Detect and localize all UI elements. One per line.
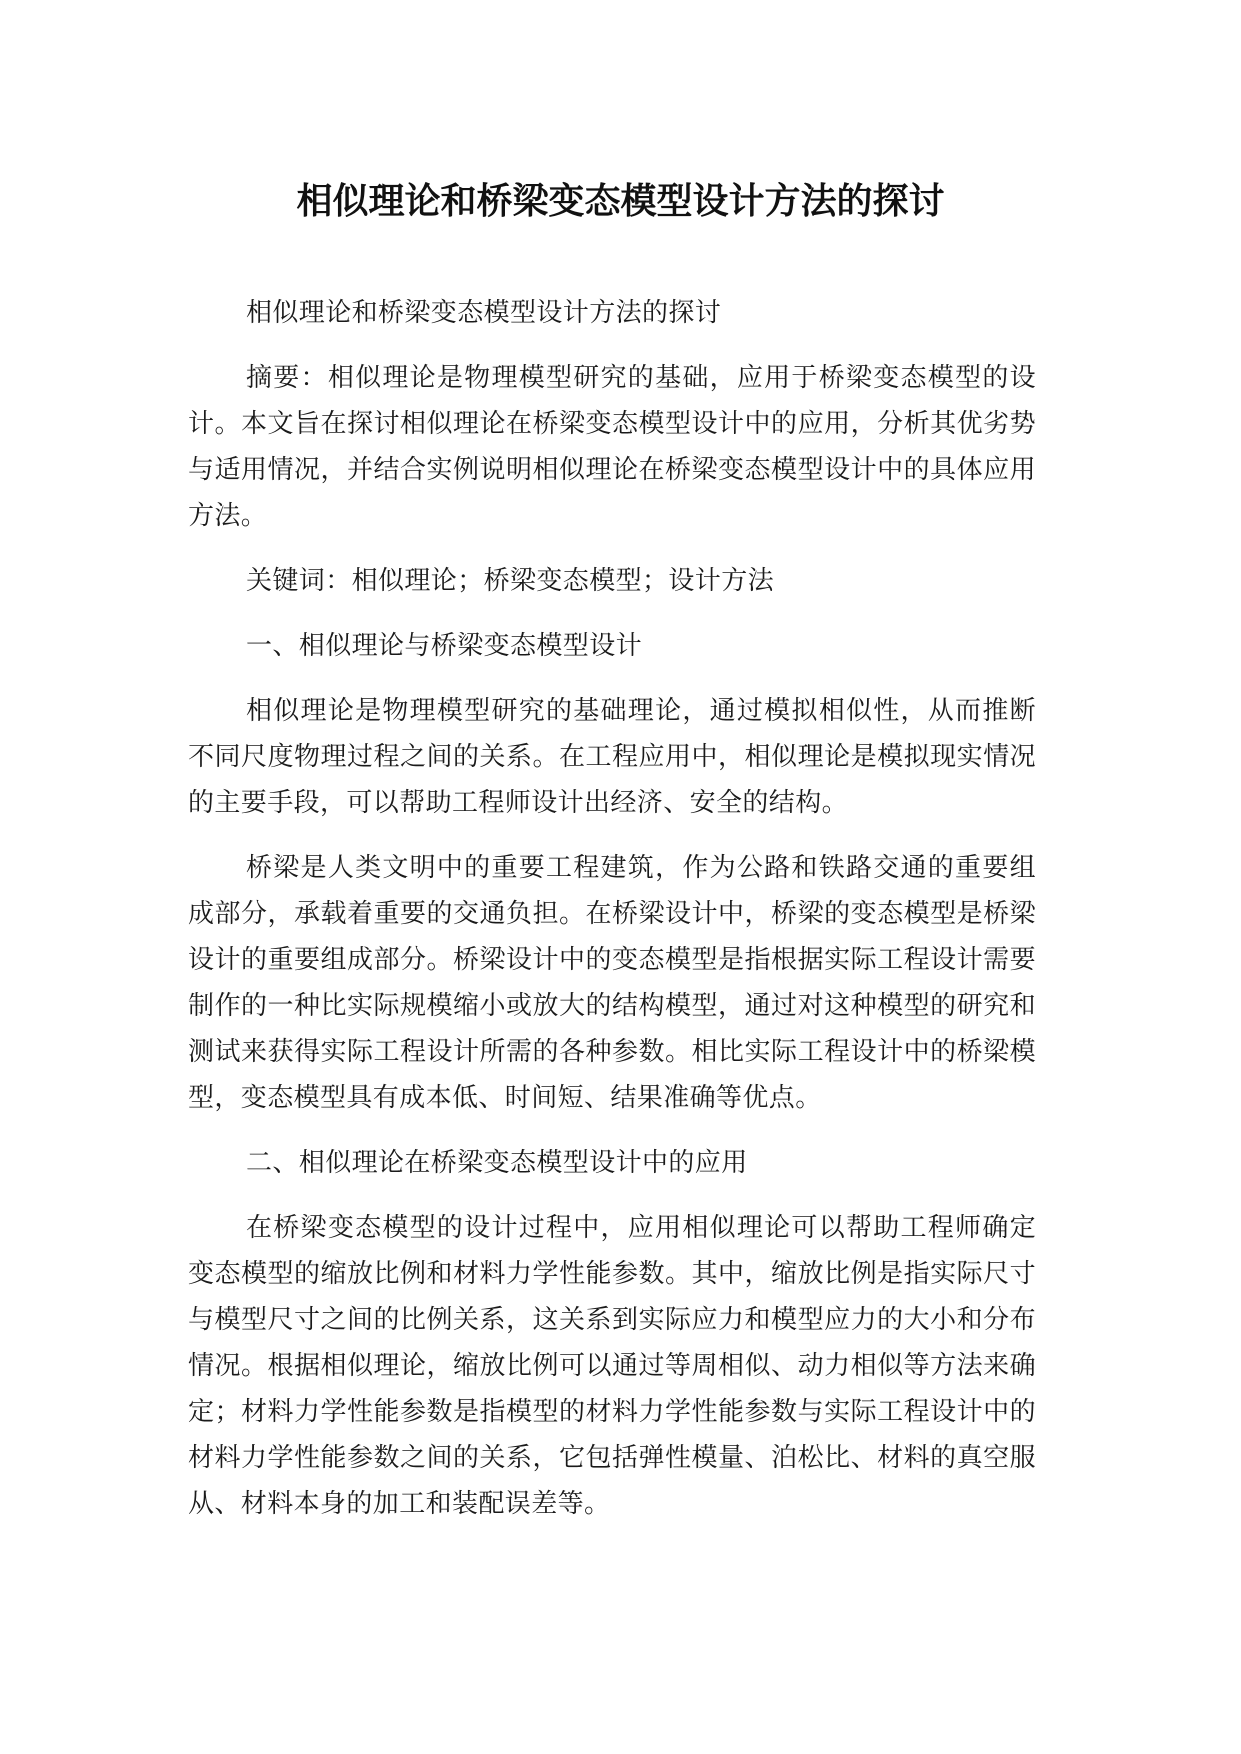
document-title: 相似理论和桥梁变态模型设计方法的探讨	[296, 181, 945, 222]
body-paragraph: 相似理论是物理模型研究的基础理论，通过模拟相似性，从而推断不同尺度物理过程之间的关系。在工程应用中，相似理论是模拟现实情况的主要手段，可以帮助工程师设计出经济、安全的结构。	[188, 696, 1036, 818]
keywords-paragraph: 关键词：相似理论；桥梁变态模型；设计方法	[246, 566, 775, 596]
abstract-paragraph: 摘要：相似理论是物理模型研究的基础，应用于桥梁变态模型的设计。本文旨在探讨相似理论在桥梁变态模型设计中的应用，分析其优劣势与适用情况，并结合实例说明相似理论在桥梁变态模型设计中的具体应用方法。	[188, 363, 1036, 531]
section-heading-2: 二、相似理论在桥梁变态模型设计中的应用	[246, 1148, 748, 1178]
body-paragraph: 桥梁是人类文明中的重要工程建筑，作为公路和铁路交通的重要组成部分，承载着重要的交通负担。在桥梁设计中，桥梁的变态模型是桥梁设计的重要组成部分。桥梁设计中的变态模型是指根据实际工程设计需要制作的一种比实际规模缩小或放大的结构模型，通过对这种模型的研究和测试来获得实际工程设计所需的各种参数。相比实际工程设计中的桥梁模型，变态模型具有成本低、时间短、结果准确等优点。	[188, 853, 1036, 1113]
document-body	[188, 290, 1036, 1546]
subtitle-paragraph: 相似理论和桥梁变态模型设计方法的探讨	[246, 298, 722, 328]
body-paragraph: 在桥梁变态模型的设计过程中，应用相似理论可以帮助工程师确定变态模型的缩放比例和材料力学性能参数。其中，缩放比例是指实际尺寸与模型尺寸之间的比例关系，这关系到实际应力和模型应力的大小和分布情况。根据相似理论，缩放比例可以通过等周相似、动力相似等方法来确定；材料力学性能参数是指模型的材料力学性能参数与实际工程设计中的材料力学性能参数之间的关系，它包括弹性模量、泊松比、材料的真空服从、材料本身的加工和装配误差等。	[188, 1213, 1036, 1519]
section-heading-1: 一、相似理论与桥梁变态模型设计	[246, 631, 643, 661]
